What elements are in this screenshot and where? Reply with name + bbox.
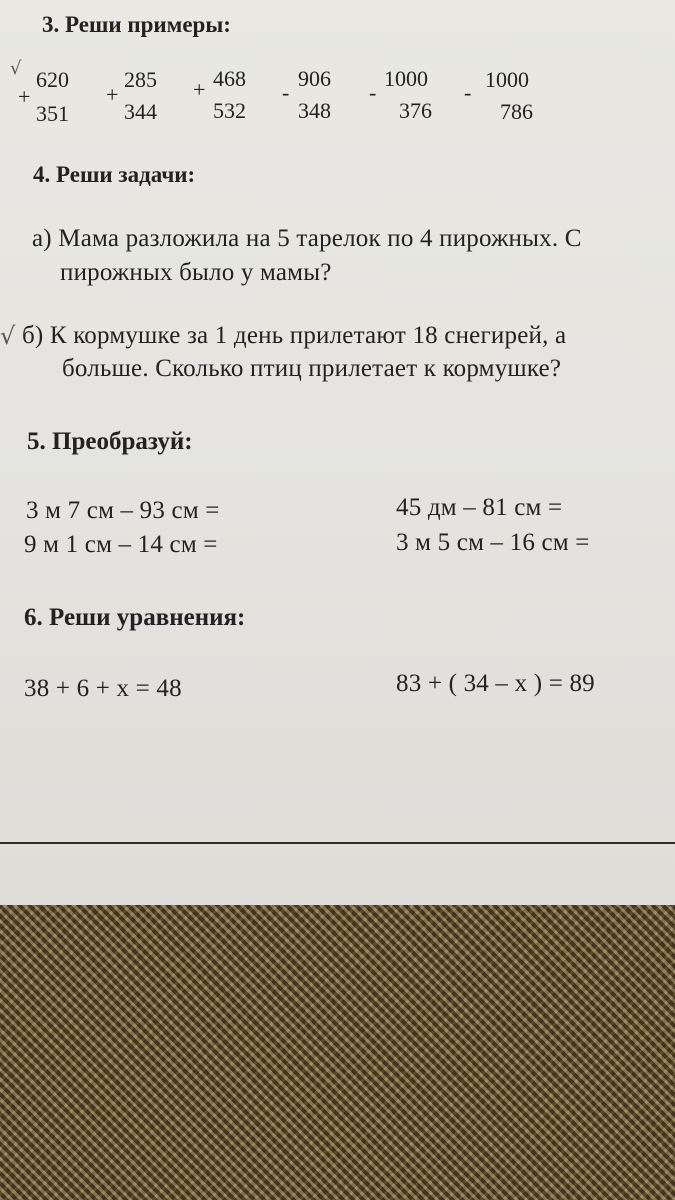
task4-b-line1: б) К кормушке за 1 день прилетают 18 снегирей, а xyxy=(22,322,567,349)
problem-bottom: 376 xyxy=(399,98,432,123)
minus-sign: - xyxy=(282,80,290,105)
task6-heading: 6. Реши уравнения: xyxy=(24,604,246,631)
check-mark: √ xyxy=(10,58,22,79)
plus-sign: + xyxy=(18,84,31,109)
task4-a-line1: а) Мама разложила на 5 тарелок по 4 пирожных. С xyxy=(32,225,582,252)
problem-top: 1000 xyxy=(384,66,428,91)
problem-bottom: 532 xyxy=(213,98,246,123)
task4-a-line2: пирожных было у мамы? xyxy=(60,259,332,286)
plus-sign: + xyxy=(193,77,206,102)
conversion-item: 9 м 1 см – 14 см = xyxy=(24,531,218,558)
check-mark: √ xyxy=(0,322,16,350)
problem-bottom: 348 xyxy=(298,98,331,123)
equation: 83 + ( 34 – x ) = 89 xyxy=(396,670,595,697)
problem-top: 1000 xyxy=(485,67,529,92)
conversion-item: 3 м 7 см – 93 см = xyxy=(26,497,220,524)
problem-bottom: 786 xyxy=(500,99,533,124)
equation: 38 + 6 + x = 48 xyxy=(24,675,182,702)
page-bottom-line xyxy=(0,842,675,844)
problem-top: 468 xyxy=(213,66,246,91)
problem-bottom: 344 xyxy=(124,99,157,124)
problem-top: 906 xyxy=(298,66,331,91)
problem-top: 620 xyxy=(36,67,69,92)
task4-b-line2: больше. Сколько птиц прилетает к кормушке? xyxy=(62,355,562,382)
conversion-item: 3 м 5 см – 16 см = xyxy=(396,529,590,556)
minus-sign: - xyxy=(464,80,472,105)
task4-heading: 4. Реши задачи: xyxy=(33,162,196,187)
problem-bottom: 351 xyxy=(36,101,69,126)
fabric-background xyxy=(0,905,675,1200)
minus-sign: - xyxy=(369,80,377,105)
problem-top: 285 xyxy=(124,67,157,92)
plus-sign: + xyxy=(106,82,119,107)
task3-heading: 3. Реши примеры: xyxy=(42,12,231,37)
task5-heading: 5. Преобразуй: xyxy=(27,428,193,455)
conversion-item: 45 дм – 81 см = xyxy=(396,494,563,521)
